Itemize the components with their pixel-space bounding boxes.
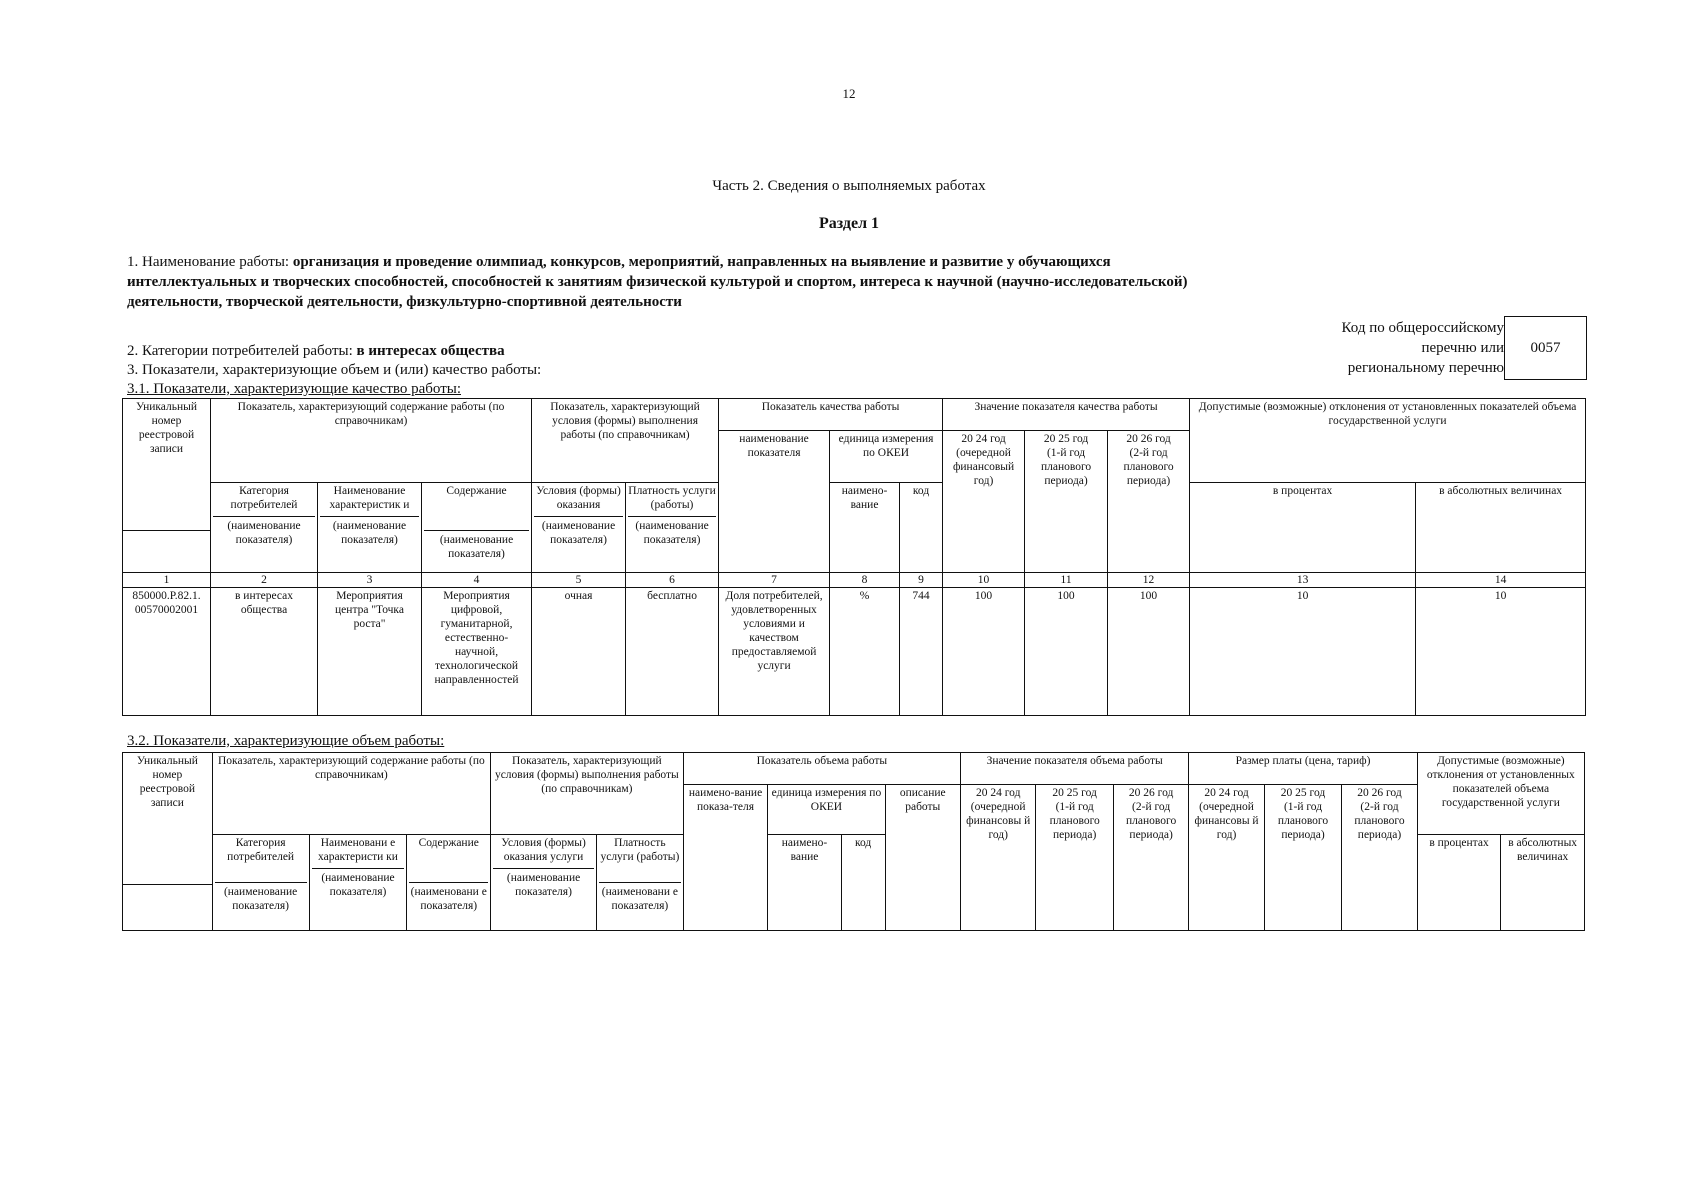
v-category-label: Категория потребителей [227,837,295,863]
v-char-indname: (наименование показателя) [321,872,395,898]
q-col-num-1: 1 [123,573,211,588]
q-year-2-sub: (1-й год планового периода) [1040,447,1092,487]
code-label-line-3: региональному перечню [1347,360,1504,376]
v-year-2-sub: (1-й год планового периода) [1049,801,1100,841]
v-header-abs: в абсолютных величинах [1501,835,1585,931]
q-year-2-label: 20 25 год [1043,433,1089,445]
q-cell-unit-code: 744 [900,588,943,716]
q-header-deviation-group: Допустимые (возможные) отклонения от установленных показателей объема государственной услуги [1190,399,1586,483]
q-col-num-12: 12 [1108,573,1190,588]
quality-table-title: 3.1. Показатели, характеризующие качество работы: [127,381,461,397]
v-header-conditions-group: Показатель, характеризующий условия (формы) выполнения работы (по справочникам) [491,753,684,835]
v-header-price-year-3 [1342,785,1417,931]
v-header-unit-name: наимено-вание [768,835,841,931]
q-cell-form: очная [532,588,626,716]
q-header-paid [626,483,719,573]
q-category-label: Категория потребителей [230,485,298,511]
q-cell-characteristic: Мероприятия центра "Точка роста" [318,588,422,716]
q-header-quality-group: Показатель качества работы [719,399,943,431]
q-col-num-13: 13 [1190,573,1416,588]
v-header-paid [597,835,684,931]
q-col-num-5: 5 [532,573,626,588]
q-paid-indname: (наименование показателя) [635,520,709,546]
q-header-year-2 [1025,431,1108,573]
v-header-price-group: Размер платы (цена, тариф) [1189,753,1417,785]
v-price-year-2-sub: (1-й год планового периода) [1277,801,1329,841]
work-name-value: организация и проведение олимпиад, конкурсов, мероприятий, направленных на выявление и развитие у обучающихся интеллектуальных и творческих способностей, способностей к занятиям физической культурой и спортом, интереса к научной (научно-исследовательской) деятельности, творческой деятельности, физкультурно-спортивной деятельности [127,254,1188,310]
v-content-indname: (наименовани е показателя) [410,886,487,912]
q-header-content-group: Показатель, характеризующий содержание работы (по справочникам) [211,399,532,483]
q-char-indname: (наименование показателя) [332,520,407,546]
q-header-unique: Уникальный номер реестровой записи [123,399,211,531]
v-year-3-sub: (2-й год планового периода) [1126,801,1177,841]
v-header-year-3 [1113,785,1188,931]
q-header-unit-name: наимено-вание [830,483,900,573]
q-col-num-11: 11 [1025,573,1108,588]
q-cell-category: в интересах общества [211,588,318,716]
section-title: Раздел 1 [818,215,880,232]
v-price-year-1-sub: (очередной финансовы й год) [1194,801,1259,841]
v-price-year-3-sub: (2-й год планового периода) [1354,801,1405,841]
code-value-box: 0057 [1504,316,1587,380]
v-category-indname: (наименование показателя) [223,886,298,912]
code-label-line-2: перечню или [1421,340,1504,356]
q-form-indname: (наименование показателя) [541,520,616,546]
consumer-categories-value: в интересах общества [356,343,505,359]
v-paid-indname: (наименовани е показателя) [601,886,678,912]
v-char-label: Наименовани е характеристи ки [318,837,398,863]
q-cell-value-3: 100 [1108,588,1190,716]
v-content-label: Содержание [418,837,479,849]
part-title: Часть 2. Сведения о выполняемых работах [712,178,986,194]
v-header-indicator-name: наимено-вание показа-теля [683,785,768,931]
q-cell-unique: 850000.Р.82.1. 00570002001 [123,588,211,716]
work-name-label: 1. Наименование работы: [127,254,293,270]
work-name-paragraph [127,252,1207,312]
q-char-label: Наименование характеристик и [329,485,410,511]
consumer-categories [127,343,505,360]
q-cell-unit-name: % [830,588,900,716]
v-year-1-sub: (очередной финансовы й год) [966,801,1031,841]
consumer-categories-label: 2. Категории потребителей работы: [127,343,357,359]
q-col-num-6: 6 [626,573,719,588]
q-header-abs: в абсолютных величинах [1416,483,1586,573]
q-header-form [532,483,626,573]
q-col-num-7: 7 [719,573,830,588]
v-header-price-year-1 [1189,785,1264,931]
v-header-deviation-group: Допустимые (возможные) отклонения от установленных показателей объема государственной услуги [1417,753,1584,835]
q-col-num-2: 2 [211,573,318,588]
v-form-label: Условия (формы) оказания услуги [501,837,586,863]
q-cell-indicator: Доля потребителей, удовлетворенных условиями и качеством предоставляемой услуги [719,588,830,716]
q-cell-dev-percent: 10 [1190,588,1416,716]
v-price-year-2-label: 20 25 год [1280,787,1326,799]
q-header-category [211,483,318,573]
q-cell-value-2: 100 [1025,588,1108,716]
q-header-year-3 [1108,431,1190,573]
page-number: 12 [842,86,856,101]
q-year-1-label: 20 24 год [961,433,1006,445]
v-header-unit-code: код [841,835,885,931]
q-col-num-10: 10 [943,573,1025,588]
v-header-percent: в процентах [1417,835,1501,931]
quality-table [122,398,1586,716]
v-header-form [491,835,597,931]
code-label-line-1: Код по общероссийскому [1341,320,1504,336]
q-header-percent: в процентах [1190,483,1416,573]
q-year-3-sub: (2-й год планового периода) [1123,447,1174,487]
q-content-indname: (наименование показателя) [439,534,514,560]
q-col-num-14: 14 [1416,573,1586,588]
q-cell-value-1: 100 [943,588,1025,716]
q-header-year-1 [943,431,1025,573]
q-content-label: Содержание [446,485,507,497]
indicators-title: 3. Показатели, характеризующие объем и (или) качество работы: [127,362,542,378]
v-price-year-3-label: 20 26 год [1357,787,1402,799]
q-header-value-group: Значение показателя качества работы [943,399,1190,431]
q-category-indname: (наименование показателя) [227,520,301,546]
q-header-content [422,483,532,573]
q-header-indicator-name: наименование показателя [719,431,830,573]
v-paid-label: Платность услуги (работы) [600,837,680,863]
q-col-num-8: 8 [830,573,900,588]
v-year-3-label: 20 26 год [1128,787,1174,799]
q-paid-label: Платность услуги (работы) [628,485,716,511]
v-header-category [212,835,309,931]
q-year-3-label: 20 26 год [1126,433,1171,445]
volume-table-title: 3.2. Показатели, характеризующие объем работы: [127,733,445,749]
v-header-description: описание работы [885,785,960,931]
q-year-1-sub: (очередной финансовый год) [952,447,1015,487]
v-form-indname: (наименование показателя) [506,872,581,898]
q-form-label: Условия (формы) оказания [536,485,621,511]
v-header-volume-group: Показатель объема работы [683,753,960,785]
v-header-content-group: Показатель, характеризующий содержание работы (по справочникам) [212,753,490,835]
q-col-num-3: 3 [318,573,422,588]
q-header-unit: единица измерения по ОКЕИ [830,431,943,483]
v-year-1-label: 20 24 год [975,787,1021,799]
v-year-2-label: 20 25 год [1052,787,1097,799]
v-header-price-year-2 [1264,785,1341,931]
v-price-year-1-label: 20 24 год [1204,787,1249,799]
v-header-characteristic [309,835,407,931]
q-col-num-9: 9 [900,573,943,588]
q-cell-content: Мероприятия цифровой, гуманитарной, естественно-научной, технологической направленностей [422,588,532,716]
code-label [1268,318,1504,378]
volume-table [122,752,1585,931]
q-cell-paid: бесплатно [626,588,719,716]
table-row [123,588,1586,716]
v-header-year-2 [1036,785,1113,931]
v-header-value-group: Значение показателя объема работы [960,753,1188,785]
q-cell-dev-abs: 10 [1416,588,1586,716]
q-header-characteristic [318,483,422,573]
q-header-unit-code: код [900,483,943,573]
v-header-content [407,835,491,931]
v-header-year-1 [960,785,1035,931]
v-header-unique: Уникальный номер реестровой записи [123,753,213,885]
q-header-conditions-group: Показатель, характеризующий условия (формы) выполнения работы (по справочникам) [532,399,719,483]
v-header-unit: единица измерения по ОКЕИ [768,785,885,835]
q-col-num-4: 4 [422,573,532,588]
